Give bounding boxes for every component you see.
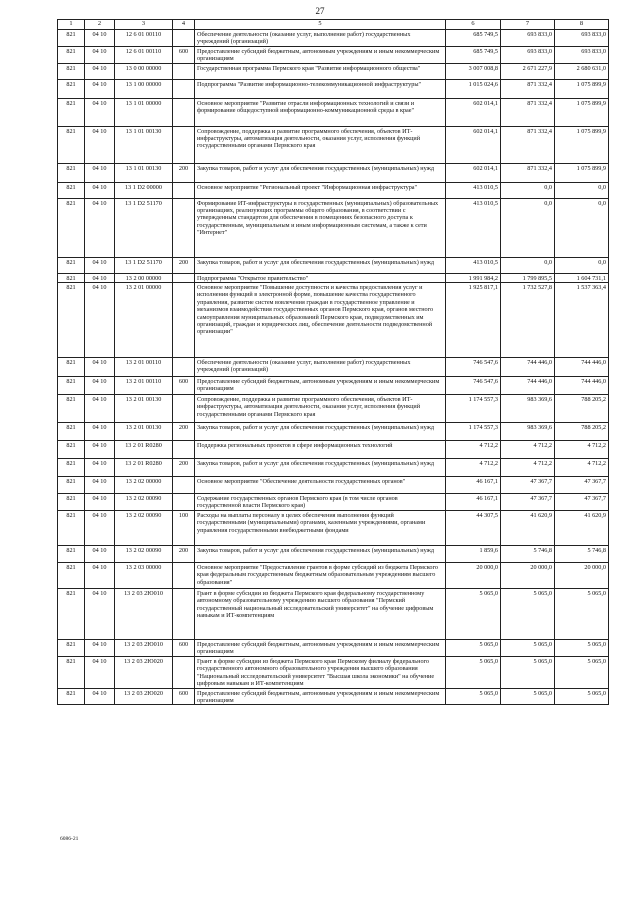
table-row (58, 441, 609, 459)
cell-ved: 821 (58, 494, 85, 511)
cell-ved: 821 (58, 163, 85, 182)
cell-name: Сопровождение, поддержка и развитие программного обеспечения, объектов ИТ-инфраструктуры, автоматизация деятельности, оказания услуг, исполнения функций государственными органами Пермского края (195, 395, 446, 423)
table-row (58, 511, 609, 546)
table-row (58, 563, 609, 589)
cell-target-article: 13 2 01 00110 (115, 358, 173, 377)
cell-expense-type: 600 (173, 46, 195, 63)
cell-amount-year2: 693 833,0 (501, 30, 555, 47)
table-row (58, 688, 609, 705)
cell-amount-year1: 413 010,5 (446, 198, 501, 257)
column-header: 7 (501, 20, 555, 30)
cell-amount-year3: 5 065,0 (555, 640, 609, 657)
cell-name: Грант в форме субсидии из бюджета Пермского края федеральному государственному автономному образовательному учреждению высшего образования "Пермский государственный национальный исследовательский университет" на обучение цифровым навыкам и ИТ-компетенциям (195, 589, 446, 640)
cell-section: 04 10 (85, 546, 115, 563)
cell-target-article: 13 0 00 00000 (115, 63, 173, 79)
cell-section: 04 10 (85, 688, 115, 705)
cell-target-article: 13 1 01 00130 (115, 126, 173, 163)
cell-ved: 821 (58, 657, 85, 689)
table-row (58, 30, 609, 47)
cell-section: 04 10 (85, 198, 115, 257)
cell-amount-year1: 46 167,1 (446, 494, 501, 511)
cell-amount-year3: 0,0 (555, 182, 609, 198)
cell-section: 04 10 (85, 395, 115, 423)
cell-ved: 821 (58, 283, 85, 358)
cell-ved: 821 (58, 30, 85, 47)
cell-target-article: 13 2 02 00090 (115, 494, 173, 511)
cell-amount-year1: 3 007 008,8 (446, 63, 501, 79)
table-row (58, 494, 609, 511)
cell-amount-year1: 1 991 984,2 (446, 273, 501, 282)
cell-amount-year3: 1 075 899,9 (555, 163, 609, 182)
cell-expense-type (173, 126, 195, 163)
cell-section: 04 10 (85, 98, 115, 126)
cell-amount-year2: 871 332,4 (501, 126, 555, 163)
cell-expense-type (173, 563, 195, 589)
cell-section: 04 10 (85, 494, 115, 511)
cell-amount-year1: 5 065,0 (446, 640, 501, 657)
cell-section: 04 10 (85, 459, 115, 477)
cell-name: Закупка товаров, работ и услуг для обеспечения государственных (муниципальных) нужд (195, 257, 446, 273)
cell-name: Предоставление субсидий бюджетным, автономным учреждениям и иным некоммерческим организациям (195, 640, 446, 657)
cell-amount-year1: 4 712,2 (446, 441, 501, 459)
cell-target-article: 13 2 03 2Ю020 (115, 688, 173, 705)
cell-expense-type (173, 198, 195, 257)
table-row (58, 358, 609, 377)
cell-amount-year2: 5 065,0 (501, 640, 555, 657)
column-header: 8 (555, 20, 609, 30)
cell-amount-year2: 0,0 (501, 257, 555, 273)
cell-target-article: 13 2 01 00110 (115, 377, 173, 395)
cell-amount-year3: 0,0 (555, 198, 609, 257)
cell-amount-year1: 413 010,5 (446, 182, 501, 198)
cell-amount-year3: 47 367,7 (555, 494, 609, 511)
cell-expense-type (173, 273, 195, 282)
cell-ved: 821 (58, 423, 85, 441)
cell-amount-year2: 20 000,0 (501, 563, 555, 589)
table-row (58, 273, 609, 282)
cell-amount-year1: 602 014,1 (446, 126, 501, 163)
cell-amount-year1: 5 065,0 (446, 657, 501, 689)
cell-amount-year1: 4 712,2 (446, 459, 501, 477)
cell-ved: 821 (58, 546, 85, 563)
table-row (58, 459, 609, 477)
cell-name: Подпрограмма "Открытое правительство" (195, 273, 446, 282)
cell-amount-year3: 1 537 363,4 (555, 283, 609, 358)
column-header: 6 (446, 20, 501, 30)
table-row (58, 640, 609, 657)
column-header: 1 (58, 20, 85, 30)
cell-amount-year3: 20 000,0 (555, 563, 609, 589)
cell-amount-year3: 5 746,8 (555, 546, 609, 563)
budget-table (57, 19, 609, 705)
cell-name: Обеспечение деятельности (оказание услуг, выполнение работ) государственных учреждений (организаций) (195, 30, 446, 47)
column-header: 4 (173, 20, 195, 30)
cell-amount-year3: 47 367,7 (555, 477, 609, 494)
cell-target-article: 13 1 00 00000 (115, 79, 173, 98)
cell-name: Основное мероприятие "Предоставление грантов в форме субсидий из бюджета Пермского края федеральным государственным бюджетным образовательным учреждениям высшего образования" (195, 563, 446, 589)
column-header: 2 (85, 20, 115, 30)
cell-target-article: 13 2 00 00000 (115, 273, 173, 282)
cell-target-article: 13 2 03 2Ю020 (115, 657, 173, 689)
cell-amount-year2: 744 446,0 (501, 358, 555, 377)
cell-name: Закупка товаров, работ и услуг для обеспечения государственных (муниципальных) нужд (195, 163, 446, 182)
cell-ved: 821 (58, 79, 85, 98)
cell-amount-year2: 5 065,0 (501, 688, 555, 705)
cell-name: Основное мероприятие "Повышение доступности и качества предоставления услуг и исполнения функций в электронной форме, повышение качества государственного управления, развитие систем вовлечения граждан в государственное управление и механизмов взаимодействия государственных органов Пермского края, органов местного самоуправления муниципальных образований Пермского края, подведомственных им организаций, граждан и юридических лиц, обеспечение деятельности подведомственной организации" (195, 283, 446, 358)
cell-section: 04 10 (85, 640, 115, 657)
cell-section: 04 10 (85, 377, 115, 395)
table-row (58, 477, 609, 494)
cell-section: 04 10 (85, 283, 115, 358)
cell-amount-year2: 47 367,7 (501, 494, 555, 511)
cell-target-article: 13 1 D2 51170 (115, 198, 173, 257)
cell-amount-year3: 41 620,9 (555, 511, 609, 546)
cell-expense-type: 100 (173, 511, 195, 546)
cell-ved: 821 (58, 459, 85, 477)
cell-ved: 821 (58, 589, 85, 640)
cell-amount-year3: 693 833,0 (555, 46, 609, 63)
table-row (58, 657, 609, 689)
cell-name: Закупка товаров, работ и услуг для обеспечения государственных (муниципальных) нужд (195, 546, 446, 563)
cell-ved: 821 (58, 182, 85, 198)
cell-amount-year3: 744 446,0 (555, 377, 609, 395)
cell-section: 04 10 (85, 30, 115, 47)
cell-expense-type: 200 (173, 163, 195, 182)
cell-section: 04 10 (85, 63, 115, 79)
cell-amount-year3: 5 065,0 (555, 688, 609, 705)
cell-amount-year3: 5 065,0 (555, 589, 609, 640)
cell-amount-year2: 41 620,9 (501, 511, 555, 546)
page-number: 27 (315, 6, 325, 16)
cell-ved: 821 (58, 477, 85, 494)
cell-expense-type (173, 657, 195, 689)
cell-section: 04 10 (85, 273, 115, 282)
cell-amount-year3: 5 065,0 (555, 657, 609, 689)
cell-expense-type: 600 (173, 640, 195, 657)
table-row (58, 46, 609, 63)
cell-section: 04 10 (85, 358, 115, 377)
cell-amount-year3: 788 205,2 (555, 423, 609, 441)
cell-expense-type (173, 441, 195, 459)
cell-name: Предоставление субсидий бюджетным, автономным учреждениям и иным некоммерческим организациям (195, 688, 446, 705)
cell-amount-year1: 746 547,6 (446, 377, 501, 395)
cell-amount-year1: 685 749,5 (446, 46, 501, 63)
cell-amount-year1: 602 014,1 (446, 98, 501, 126)
cell-target-article: 13 2 02 00090 (115, 546, 173, 563)
cell-target-article: 12 6 01 00110 (115, 30, 173, 47)
cell-expense-type: 600 (173, 688, 195, 705)
cell-ved: 821 (58, 640, 85, 657)
cell-ved: 821 (58, 126, 85, 163)
cell-amount-year1: 44 307,5 (446, 511, 501, 546)
cell-amount-year1: 1 925 817,1 (446, 283, 501, 358)
table-row (58, 395, 609, 423)
cell-amount-year2: 983 369,6 (501, 395, 555, 423)
table-row (58, 423, 609, 441)
cell-section: 04 10 (85, 126, 115, 163)
cell-amount-year3: 2 680 631,0 (555, 63, 609, 79)
cell-amount-year1: 20 000,0 (446, 563, 501, 589)
cell-section: 04 10 (85, 423, 115, 441)
cell-amount-year2: 4 712,2 (501, 441, 555, 459)
cell-amount-year2: 0,0 (501, 198, 555, 257)
cell-target-article: 13 2 03 00000 (115, 563, 173, 589)
cell-amount-year2: 2 671 227,9 (501, 63, 555, 79)
cell-expense-type (173, 395, 195, 423)
cell-target-article: 13 2 03 2Ю010 (115, 589, 173, 640)
cell-amount-year3: 0,0 (555, 257, 609, 273)
cell-name: Сопровождение, поддержка и развитие программного обеспечения, объектов ИТ-инфраструктуры, автоматизация деятельности, оказания услуг, исполнения функций государственными органами Пермского края (195, 126, 446, 163)
cell-amount-year1: 5 065,0 (446, 589, 501, 640)
cell-amount-year2: 744 446,0 (501, 377, 555, 395)
cell-name: Поддержка региональных проектов в сфере информационных технологий (195, 441, 446, 459)
cell-section: 04 10 (85, 46, 115, 63)
cell-amount-year3: 4 712,2 (555, 441, 609, 459)
cell-name: Предоставление субсидий бюджетным, автономным учреждениям и иным некоммерческим организациям (195, 377, 446, 395)
cell-expense-type (173, 98, 195, 126)
cell-expense-type: 200 (173, 459, 195, 477)
cell-amount-year2: 5 065,0 (501, 657, 555, 689)
cell-expense-type: 200 (173, 423, 195, 441)
cell-amount-year3: 1 075 899,9 (555, 79, 609, 98)
cell-amount-year3: 1 604 731,1 (555, 273, 609, 282)
cell-name: Формирование ИТ-инфраструктуры в государственных (муниципальных) образовательных организациях, реализующих программы общего образования, в соответствии с утвержденным стандартом для обеспечения в помещениях безопасного доступа к государственным, муниципальным и иным информационным системам, а также к сети "Интернет" (195, 198, 446, 257)
table-row (58, 126, 609, 163)
cell-amount-year2: 1 732 527,8 (501, 283, 555, 358)
cell-amount-year3: 693 833,0 (555, 30, 609, 47)
cell-ved: 821 (58, 563, 85, 589)
cell-amount-year2: 5 746,8 (501, 546, 555, 563)
table-row (58, 283, 609, 358)
cell-target-article: 13 2 02 00090 (115, 511, 173, 546)
cell-amount-year2: 1 799 895,5 (501, 273, 555, 282)
cell-ved: 821 (58, 63, 85, 79)
cell-ved: 821 (58, 441, 85, 459)
table-row (58, 198, 609, 257)
cell-expense-type: 200 (173, 546, 195, 563)
cell-expense-type: 600 (173, 377, 195, 395)
cell-section: 04 10 (85, 589, 115, 640)
cell-ved: 821 (58, 198, 85, 257)
cell-target-article: 13 2 01 00130 (115, 423, 173, 441)
cell-amount-year2: 871 332,4 (501, 79, 555, 98)
cell-ved: 821 (58, 98, 85, 126)
cell-amount-year1: 413 010,5 (446, 257, 501, 273)
cell-amount-year3: 1 075 899,9 (555, 98, 609, 126)
cell-amount-year1: 1 015 024,6 (446, 79, 501, 98)
table-row (58, 163, 609, 182)
cell-ved: 821 (58, 257, 85, 273)
cell-amount-year2: 4 712,2 (501, 459, 555, 477)
cell-target-article: 13 2 01 R0280 (115, 459, 173, 477)
cell-name: Содержание государственных органов Пермского края (в том числе органов государственной власти Пермского края) (195, 494, 446, 511)
cell-amount-year2: 871 332,4 (501, 98, 555, 126)
cell-amount-year2: 5 065,0 (501, 589, 555, 640)
cell-amount-year2: 0,0 (501, 182, 555, 198)
cell-section: 04 10 (85, 563, 115, 589)
cell-section: 04 10 (85, 477, 115, 494)
table-row (58, 589, 609, 640)
cell-section: 04 10 (85, 657, 115, 689)
cell-target-article: 13 1 01 00000 (115, 98, 173, 126)
cell-expense-type (173, 63, 195, 79)
cell-name: Расходы на выплаты персоналу в целях обеспечения выполнения функций государственными (муниципальными) органами, казенными учреждениями, органами управления государственными внебюджетными фондами (195, 511, 446, 546)
column-header: 3 (115, 20, 173, 30)
cell-ved: 821 (58, 273, 85, 282)
cell-amount-year1: 1 174 557,3 (446, 395, 501, 423)
cell-amount-year1: 46 167,1 (446, 477, 501, 494)
cell-section: 04 10 (85, 511, 115, 546)
cell-amount-year1: 5 065,0 (446, 688, 501, 705)
table-row (58, 63, 609, 79)
cell-target-article: 13 2 01 00000 (115, 283, 173, 358)
cell-name: Государственная программа Пермского края "Развитие информационного общества" (195, 63, 446, 79)
cell-target-article: 13 2 02 00000 (115, 477, 173, 494)
table-row (58, 79, 609, 98)
cell-amount-year1: 685 749,5 (446, 30, 501, 47)
cell-amount-year3: 1 075 899,9 (555, 126, 609, 163)
cell-ved: 821 (58, 377, 85, 395)
cell-name: Основное мероприятие "Региональный проект "Информационная инфраструктура" (195, 182, 446, 198)
cell-amount-year2: 983 369,6 (501, 423, 555, 441)
cell-amount-year2: 693 833,0 (501, 46, 555, 63)
cell-name: Закупка товаров, работ и услуг для обеспечения государственных (муниципальных) нужд (195, 423, 446, 441)
cell-expense-type (173, 79, 195, 98)
cell-ved: 821 (58, 511, 85, 546)
cell-expense-type: 200 (173, 257, 195, 273)
table-row (58, 546, 609, 563)
cell-amount-year1: 746 547,6 (446, 358, 501, 377)
cell-name: Предоставление субсидий бюджетным, автономным учреждениям и иным некоммерческим организациям (195, 46, 446, 63)
table-row (58, 182, 609, 198)
cell-expense-type (173, 182, 195, 198)
cell-target-article: 13 2 01 00130 (115, 395, 173, 423)
table-row (58, 257, 609, 273)
cell-name: Грант в форме субсидии из бюджета Пермского края Пермскому филиалу федерального государственного автономного образовательного учреждения высшего образования "Национальный исследовательский университет "Высшая школа экономики" на обучение цифровым навыкам и ИТ-компетенциям (195, 657, 446, 689)
cell-section: 04 10 (85, 79, 115, 98)
cell-target-article: 13 1 D2 51170 (115, 257, 173, 273)
cell-amount-year2: 47 367,7 (501, 477, 555, 494)
cell-section: 04 10 (85, 182, 115, 198)
cell-amount-year3: 744 446,0 (555, 358, 609, 377)
cell-target-article: 13 2 01 R0280 (115, 441, 173, 459)
cell-expense-type (173, 30, 195, 47)
cell-amount-year3: 4 712,2 (555, 459, 609, 477)
cell-amount-year1: 1 174 557,3 (446, 423, 501, 441)
cell-name: Подпрограмма "Развитие информационно-телекоммуникационной инфраструктуры" (195, 79, 446, 98)
cell-ved: 821 (58, 46, 85, 63)
cell-expense-type (173, 358, 195, 377)
cell-section: 04 10 (85, 257, 115, 273)
cell-expense-type (173, 477, 195, 494)
cell-section: 04 10 (85, 441, 115, 459)
cell-name: Обеспечение деятельности (оказание услуг, выполнение работ) государственных учреждений (организаций) (195, 358, 446, 377)
cell-target-article: 12 6 01 00110 (115, 46, 173, 63)
table-row (58, 98, 609, 126)
cell-expense-type (173, 283, 195, 358)
cell-target-article: 13 1 01 00130 (115, 163, 173, 182)
cell-target-article: 13 2 03 2Ю010 (115, 640, 173, 657)
cell-name: Основное мероприятие "Обеспечение деятельности государственных органов" (195, 477, 446, 494)
column-header: 5 (195, 20, 446, 30)
cell-expense-type (173, 494, 195, 511)
cell-ved: 821 (58, 395, 85, 423)
cell-expense-type (173, 589, 195, 640)
cell-amount-year1: 602 014,1 (446, 163, 501, 182)
cell-ved: 821 (58, 358, 85, 377)
document-code: 6086-21 (60, 836, 79, 842)
cell-amount-year2: 871 332,4 (501, 163, 555, 182)
cell-name: Основное мероприятие "Развитие отрасли информационных технологий и связи и формирование общедоступной информационно-коммуникационной среды в крае" (195, 98, 446, 126)
table-row (58, 377, 609, 395)
cell-amount-year1: 1 859,6 (446, 546, 501, 563)
cell-target-article: 13 1 D2 00000 (115, 182, 173, 198)
cell-ved: 821 (58, 688, 85, 705)
cell-amount-year3: 788 205,2 (555, 395, 609, 423)
header-row (58, 20, 609, 30)
cell-name: Закупка товаров, работ и услуг для обеспечения государственных (муниципальных) нужд (195, 459, 446, 477)
cell-section: 04 10 (85, 163, 115, 182)
